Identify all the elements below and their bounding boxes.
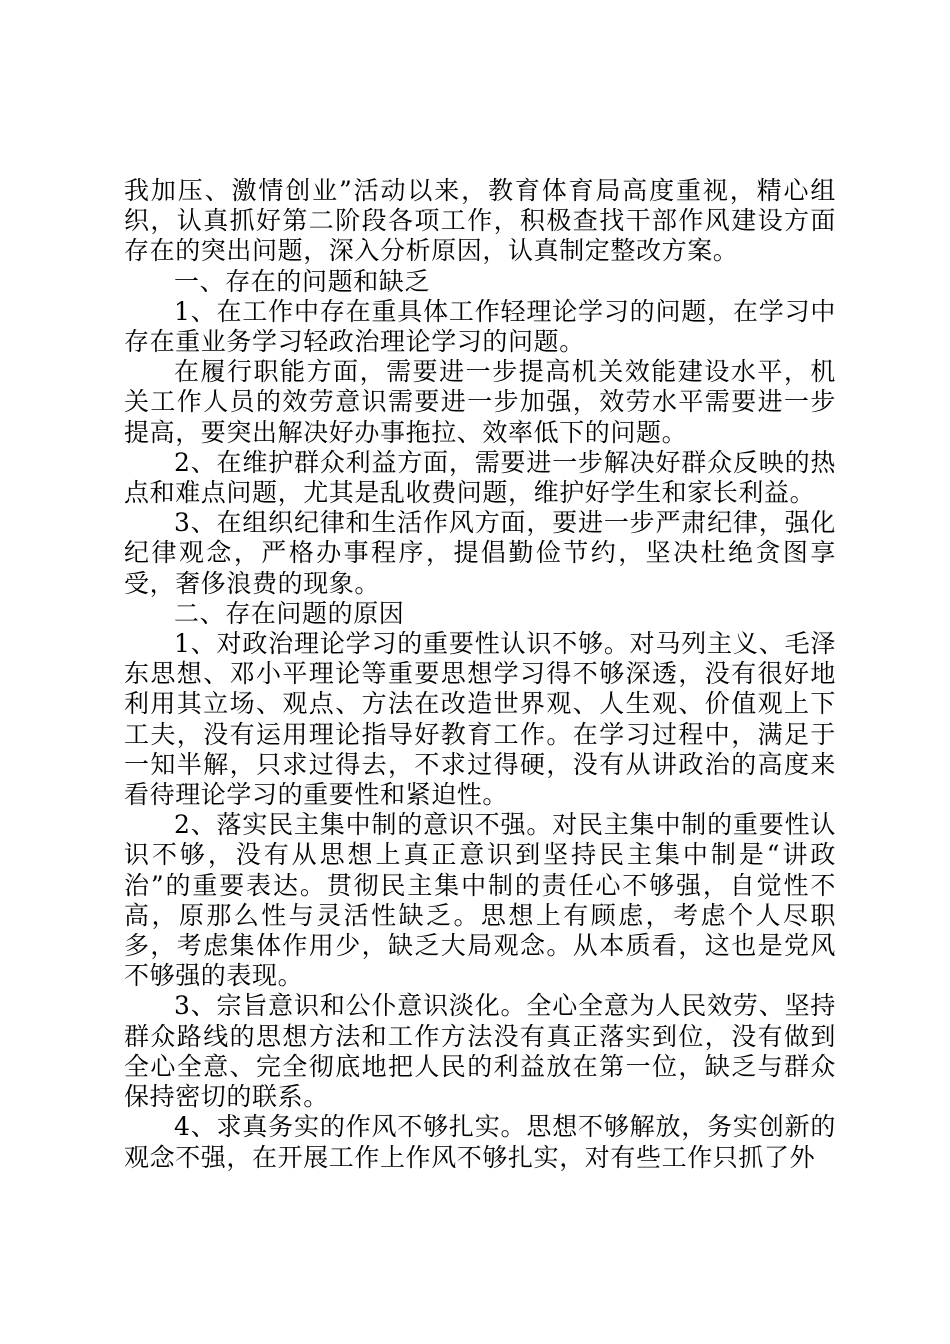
paragraph-problem-efficiency: 在履行职能方面，需要进一步提高机关效能建设水平，机关工作人员的效劳意识需要进一步加强，效劳水平需要进一步提高，要突出解决好办事拖拉、效率低下的问题。 — [124, 357, 836, 447]
paragraph-cause-2: 2、落实民主集中制的意识不强。对民主集中制的重要性认识不够，没有从思想上真正意识到坚持民主集中制是“讲政治”的重要表达。贯彻民主集中制的责任心不够强，自觉性不高，原那么性与灵活性缺乏。思想上有顾虑，考虑个人尽职多，考虑集体作用少，缺乏大局观念。从本质看，这也是党风不够强的表现。 — [124, 810, 836, 991]
paragraph-problem-2: 2、在维护群众利益方面，需要进一步解决好群众反映的热点和难点问题，尤其是乱收费问题，维护好学生和家长利益。 — [124, 447, 836, 508]
paragraph-cause-1: 1、对政治理论学习的重要性认识不够。对马列主义、毛泽东思想、邓小平理论等重要思想学习得不够深透，没有很好地利用其立场、观点、方法在改造世界观、人生观、价值观上下工夫，没有运用理论指导好教育工作。在学习过程中，满足于一知半解，只求过得去，不求过得硬，没有从讲政治的高度来看待理论学习的重要性和紧迫性。 — [124, 629, 836, 810]
paragraph-problem-1: 1、在工作中存在重具体工作轻理论学习的问题，在学习中存在重业务学习轻政治理论学习的问题。 — [124, 296, 836, 357]
paragraph-cause-3: 3、宗旨意识和公仆意识淡化。全心全意为人民效劳、坚持群众路线的思想方法和工作方法没有真正落实到位，没有做到全心全意、完全彻底地把人民的利益放在第一位，缺乏与群众保持密切的联系。 — [124, 991, 836, 1112]
paragraph-cause-4: 4、求真务实的作风不够扎实。思想不够解放，务实创新的观念不强，在开展工作上作风不够扎实，对有些工作只抓了外 — [124, 1112, 836, 1172]
document-body — [124, 176, 836, 1173]
paragraph-problem-3: 3、在组织纪律和生活作风方面，要进一步严肃纪律，强化纪律观念，严格办事程序，提倡勤俭节约，坚决杜绝贪图享受，奢侈浪费的现象。 — [124, 508, 836, 598]
section-heading-causes: 二、存在问题的原因 — [174, 598, 405, 628]
paragraph-intro-continuation: 我加压、激情创业”活动以来，教育体育局高度重视，精心组织，认真抓好第二阶段各项工作，积极查找干部作风建设方面存在的突出问题，深入分析原因，认真制定整改方案。 — [124, 176, 836, 266]
section-heading-problems: 一、存在的问题和缺乏 — [174, 266, 431, 296]
